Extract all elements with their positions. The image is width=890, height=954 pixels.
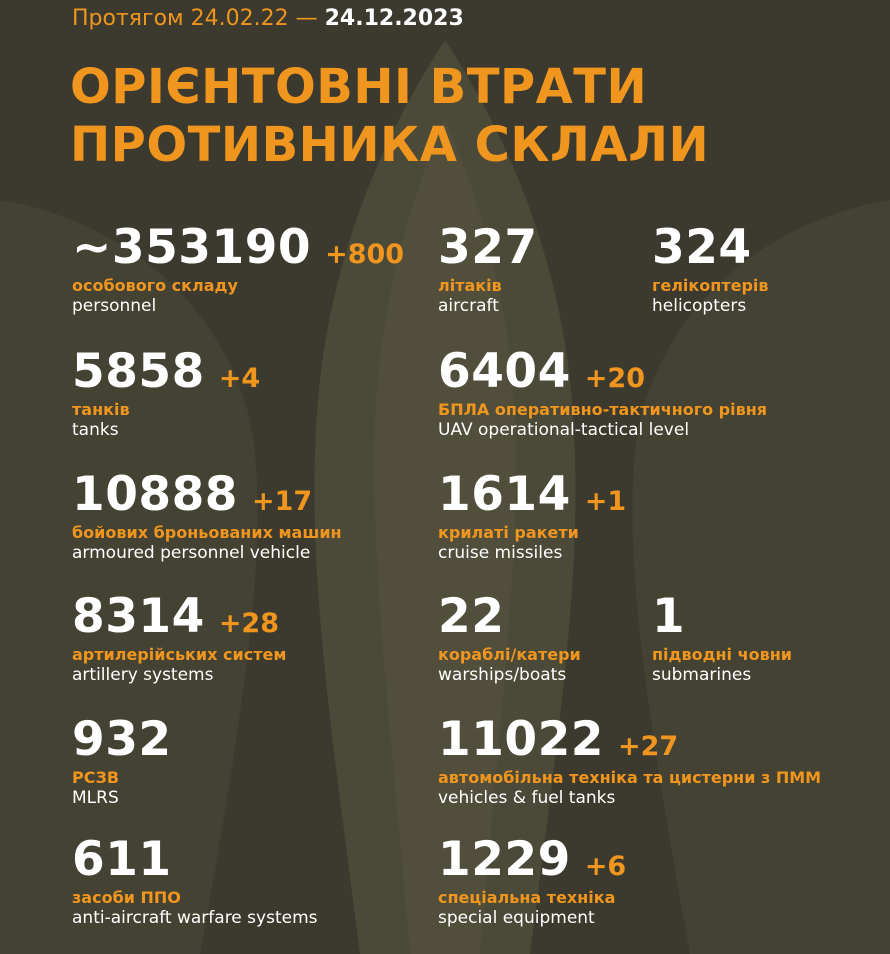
stat-delta: +1 (584, 486, 627, 517)
stat-aircraft (438, 222, 538, 317)
stat-label-ua: артилерійських систем (72, 645, 287, 664)
stat-value: 1614 (438, 467, 571, 522)
stat-delta: +27 (618, 731, 679, 762)
title-line-2: ПРОТИВНИКА СКЛАЛИ (70, 117, 710, 173)
stat-label-en: aircraft (438, 296, 499, 316)
stat-label-ua: засоби ППО (72, 888, 181, 907)
period-line (72, 6, 464, 31)
stat-label-ua: особового складу (72, 276, 238, 295)
stat-label-ua: РСЗВ (72, 768, 120, 787)
stat-tanks (72, 346, 260, 441)
stat-label-ua: літаків (438, 276, 502, 295)
stat-submarines (652, 591, 792, 686)
stat-personnel (72, 222, 404, 317)
period-start: Протягом 24.02.22 (72, 6, 289, 31)
stat-label-en: tanks (72, 420, 119, 440)
stat-value: 22 (438, 589, 505, 644)
stat-vehicles (438, 714, 821, 809)
stat-label-ua: гелікоптерів (652, 276, 769, 295)
stat-value: 932 (72, 712, 172, 767)
stat-label-en: special equipment (438, 908, 595, 928)
page-title (70, 58, 709, 174)
stat-mlrs (72, 714, 172, 809)
stat-uav (438, 346, 767, 441)
stat-label-ua: автомобільна техніка та цистерни з ПММ (438, 768, 822, 787)
stat-value: 324 (652, 220, 752, 275)
stat-label-en: helicopters (652, 296, 747, 316)
stat-label-ua: підводні човни (652, 645, 792, 664)
stat-delta: +17 (252, 486, 313, 517)
stat-delta: +4 (218, 363, 261, 394)
stat-label-en: armoured personnel vehicle (72, 543, 311, 563)
stat-label-en: cruise missiles (438, 543, 563, 563)
period-end: 24.12.2023 (324, 6, 464, 31)
stat-label-ua: спеціальна техніка (438, 888, 616, 907)
stat-value: 611 (72, 832, 172, 887)
stat-value: ~353190 (72, 220, 312, 275)
stat-air-defense (72, 834, 318, 929)
stat-label-ua: кораблі/катери (438, 645, 581, 664)
stat-label-ua: бойових броньованих машин (72, 523, 342, 542)
stat-label-ua: танків (72, 400, 130, 419)
stat-special-equipment (438, 834, 626, 929)
stat-value: 8314 (72, 589, 205, 644)
stat-delta: +800 (325, 239, 405, 270)
stat-warships (438, 591, 581, 686)
stat-value: 6404 (438, 344, 571, 399)
stat-value: 5858 (72, 344, 205, 399)
stat-label-ua: крилаті ракети (438, 523, 579, 542)
stat-value: 327 (438, 220, 538, 275)
period-dash: — (295, 6, 318, 31)
stat-delta: +28 (218, 608, 280, 639)
stat-label-en: UAV operational-tactical level (438, 420, 690, 440)
stat-value: 1 (652, 589, 686, 644)
stat-artillery (72, 591, 286, 686)
stat-label-ua: БПЛА оперативно-тактичного рівня (438, 400, 768, 419)
stat-label-en: anti-aircraft warfare systems (72, 908, 318, 928)
title-line-1: ОРІЄНТОВНІ ВТРАТИ (70, 59, 648, 115)
stat-value: 10888 (72, 467, 239, 522)
stat-delta: +20 (584, 363, 646, 394)
stat-label-en: MLRS (72, 788, 119, 808)
stat-value: 1229 (438, 832, 571, 887)
stat-helicopters (652, 222, 769, 317)
stat-label-en: warships/boats (438, 665, 567, 685)
stat-apv (72, 469, 342, 564)
stat-label-en: vehicles & fuel tanks (438, 788, 616, 808)
stat-delta: +6 (584, 851, 627, 882)
stat-label-en: artillery systems (72, 665, 214, 685)
stat-value: 11022 (438, 712, 605, 767)
stat-cruise-missiles (438, 469, 626, 564)
stat-label-en: personnel (72, 296, 157, 316)
stat-label-en: submarines (652, 665, 752, 685)
